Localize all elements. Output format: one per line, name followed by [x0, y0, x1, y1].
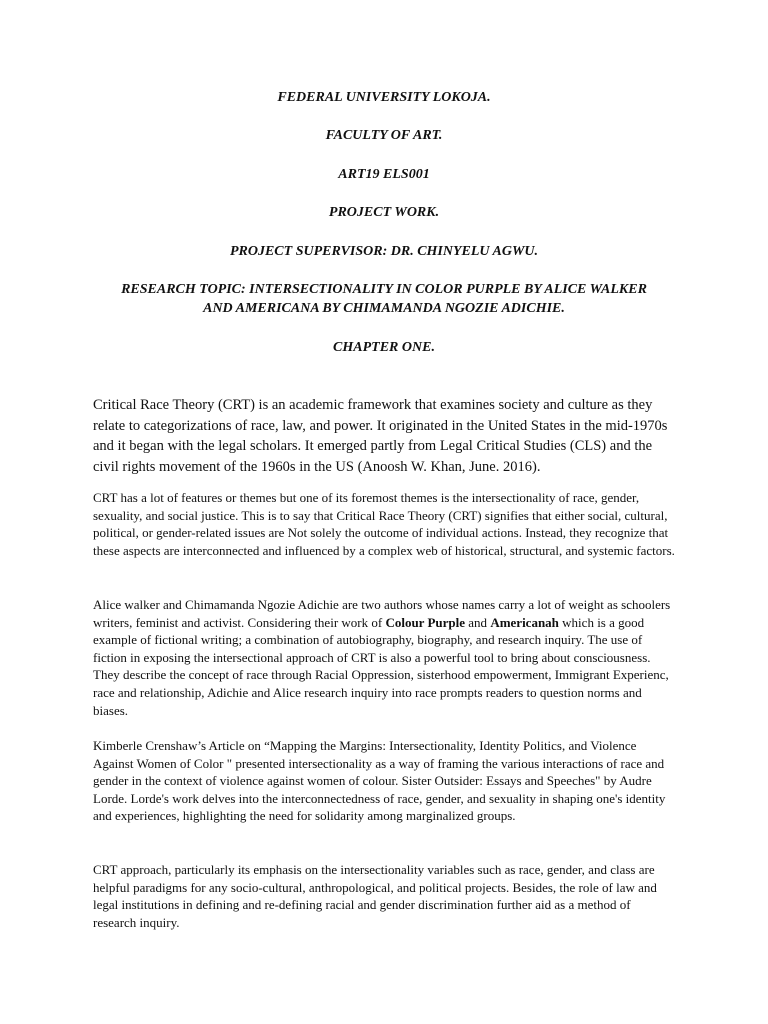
research-topic-heading: RESEARCH TOPIC: INTERSECTIONALITY IN COLOR PURPLE BY ALICE WALKER AND AMERICANA BY CHIMAMANDA NGOZIE ADICHIE. [121, 282, 647, 316]
colour-purple-title: Colour Purple [385, 614, 466, 630]
course-code-heading: ART19 ELS001 [338, 167, 430, 182]
paragraph-crt-themes: CRT has a lot of features or themes but one of its foremost themes is the intersectionality of race, gender, sexuality, and social justice. This is to say that Critical Race Theory (CRT) signifies that either social, cultural, political, or gender-related issues are Not solely the outcome of individual actions. Instead, they recognize that these aspects are interconnected and influenced by a complex web of historical, structural, and systemic factors. [93, 490, 675, 558]
paragraph-crt-approach: CRT approach, particularly its emphasis on the intersectionality variables such as race, gender, and class are helpful paradigms for any socio-cultural, anthropological, and political projects. Besides, the role of law and legal institutions in defining and re-defining racial and gender discrimination further aid as a method of research inquiry. [93, 862, 657, 930]
paragraph-crenshaw: Kimberle Crenshaw’s Article on “Mapping the Margins: Intersectionality, Identity Politics, and Violence Against Women of Color " presented intersectionality as a way of framing the various interactions of race and gender in the context of violence against women of colour. Sister Outsider: Essays and Speeches" by Audre Lorde. Lorde's work delves into the interconnectedness of race, gender, and sexuality in shaping one's identity and experiences, highlighting the need for solidarity among marginalized groups. [93, 738, 666, 824]
supervisor-heading: PROJECT SUPERVISOR: DR. CHINYELU AGWU. [229, 244, 539, 259]
faculty-heading: FACULTY OF ART. [325, 128, 443, 143]
authors-text-part2: which is a good example of fictional writing; a combination of autobiography, biography, and research inquiry. The use of fiction in exposing the intersectional approach of CRT is also a powerful tool to bring about consciousness. They describe the concept of race through Racial Oppression, sisterhood empowerment, Immigrant Experienc, race and relationship, Adichie and Alice research inquiry into race prompts readers to question norms and biases. [93, 614, 669, 718]
authors-text-part1: Alice walker and Chimamanda Ngozie Adichie are two authors whose names carry a lot of weight as schoolers writers, feminist and activist. Considering their work of [93, 597, 671, 630]
paragraph-crt-definition: Critical Race Theory (CRT) is an academic framework that examines society and culture as they relate to categorizations of race, law, and power. It originated in the United States in the mid-1970s and it began with the legal scholars. It emerged partly from Legal Critical Studies (CLS) and the civil rights movement of the 1960s in the US (Anoosh W. Khan, June. 2016). [93, 397, 668, 476]
paragraph-authors [93, 596, 677, 719]
university-heading: FEDERAL UNIVERSITY LOKOJA. [277, 90, 491, 105]
chapter-heading: CHAPTER ONE. [333, 340, 435, 355]
authors-text-and: and [465, 614, 491, 630]
americanah-title: Americanah [490, 614, 559, 630]
project-heading: PROJECT WORK. [328, 205, 440, 220]
